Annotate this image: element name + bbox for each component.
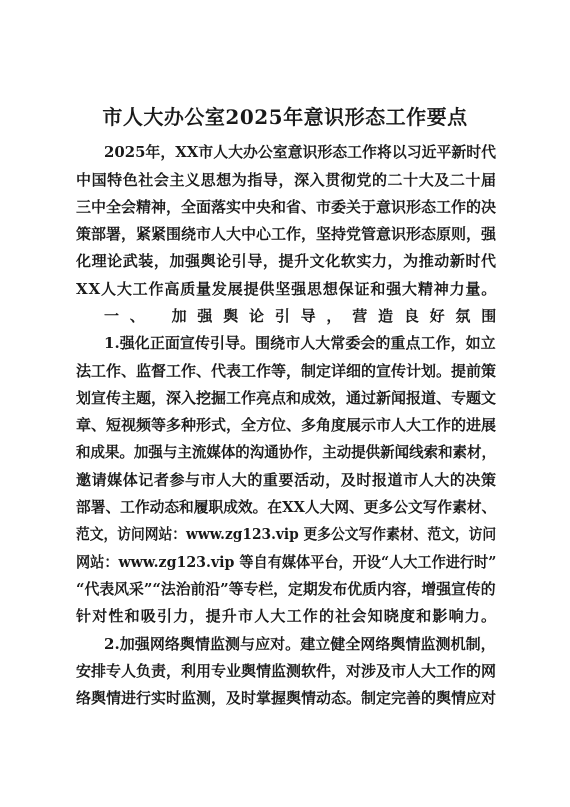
text-line: 网站：www.zg123.vip 等自有媒体平台，开设“人大工作进行时” (76, 553, 497, 571)
text-line: 策部署，紧紧围绕市人大中心工作，坚持党管意识形态原则，强 (76, 225, 497, 243)
document-title: 市人大办公室2025年意识形态工作要点 (102, 105, 468, 129)
text-line: 三中全会精神，全面落实中央和省、市委关于意识形态工作的决 (76, 198, 497, 216)
text-line: “代表风采”“法治前沿”等专栏，定期发布优质内容，增强宣传的 (76, 580, 496, 598)
text-line: 范文，访问网站：www.zg123.vip 更多公文写作素材、范文，访问 (76, 525, 497, 543)
text-line: 部署、工作动态和履职成效。在XX人大网、更多公文写作素材、 (76, 498, 497, 516)
text-line: 安排专人负责，利用专业舆情监测软件，对涉及市人大工作的网 (76, 662, 497, 680)
text-line: 中国特色社会主义思想为指导，深入贯彻党的二十大及二十届 (76, 171, 497, 189)
text-line: 络舆情进行实时监测，及时掌握舆情动态。制定完善的舆情应对 (76, 689, 497, 707)
text-line: 和成果。加强与主流媒体的沟通协作，主动提供新闻线索和素材， (76, 443, 497, 461)
text-line: 1.强化正面宣传引导。围绕市人大常委会的重点工作，如立 (104, 334, 496, 352)
text-line: 2025年，XX市人大办公室意识形态工作将以习近平新时代 (104, 143, 497, 161)
section-heading: 一、 加强舆论引导，营造良好氛围 (104, 307, 508, 325)
text-line: 2.加强网络舆情监测与应对。建立健全网络舆情监测机制， (104, 635, 496, 653)
text-line: 章、短视频等多种形式，全方位、多角度展示市人大工作的进展 (76, 416, 497, 434)
text-line: 法工作、监督工作、代表工作等，制定详细的宣传计划。提前策 (76, 362, 497, 380)
text-line: 针对性和吸引力，提升市人大工作的社会知晓度和影响力。 (76, 607, 498, 625)
text-line: XX人大工作高质量发展提供坚强思想保证和强大精神力量。 (76, 280, 498, 298)
text-line: 邀请媒体记者参与市人大的重要活动，及时报道市人大的决策 (76, 471, 497, 489)
text-line: 划宣传主题，深入挖掘工作亮点和成效，通过新闻报道、专题文 (76, 389, 497, 407)
text-line: 化理论武装，加强舆论引导，提升文化软实力，为推动新时代 (76, 252, 497, 270)
